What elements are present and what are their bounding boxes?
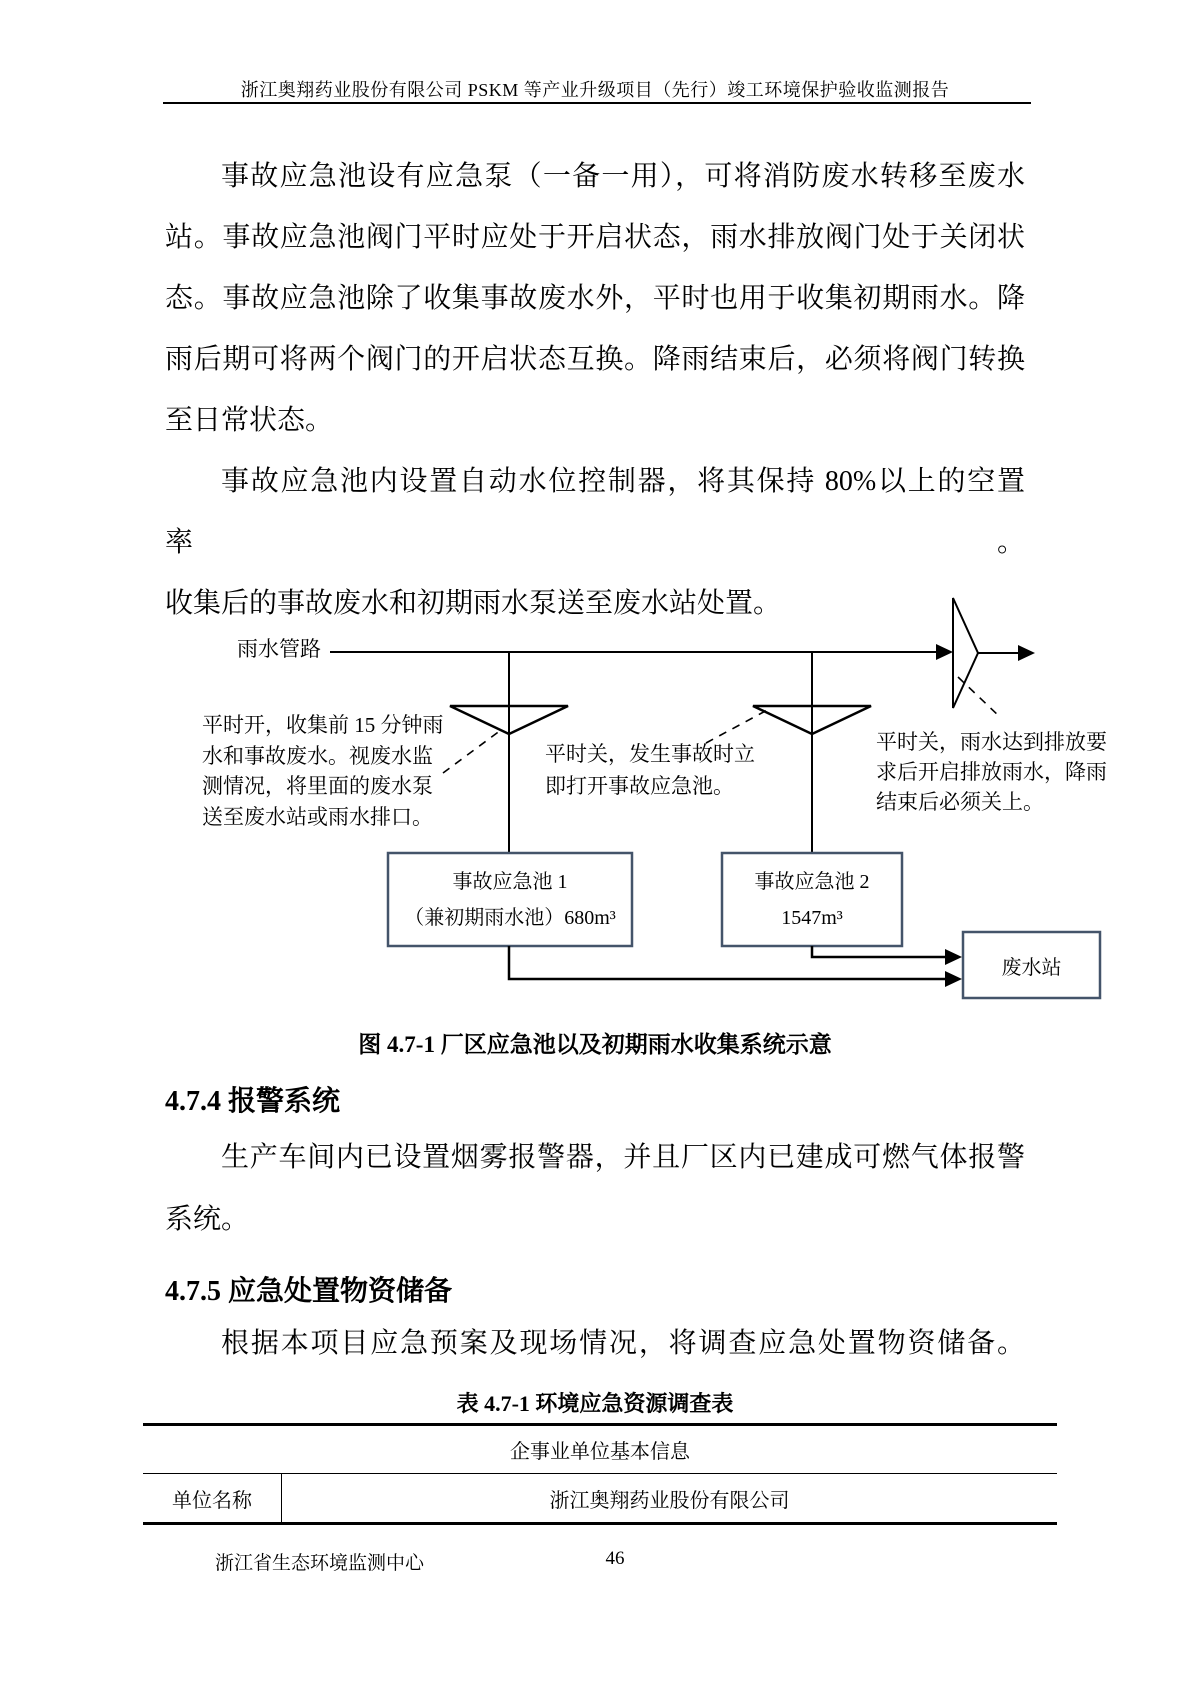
body-line: 收集后的事故废水和初期雨水泵送至废水站处置。	[165, 588, 782, 619]
body-line: 事故应急池设有应急泵（一备一用），可将消防废水转移至废水	[221, 161, 1025, 192]
pool2-volume: 1547m³	[781, 907, 843, 929]
running-header-title: 浙江奥翔药业股份有限公司 PSKM 等产业升级项目（先行）竣工环境保护验收监测报告	[240, 80, 950, 100]
note-valve1	[202, 710, 447, 832]
note-discharge-valve	[876, 727, 1114, 817]
section-heading-4-7-4: 4.7.4 报警系统	[165, 1086, 341, 1117]
pool1-outlet-arrowhead	[945, 971, 962, 987]
body-line: 生产车间内已设置烟雾报警器，并且厂区内已建成可燃气体报警	[221, 1142, 1025, 1173]
outfall-arrowhead	[1018, 645, 1035, 661]
body-line: 至日常状态。	[165, 405, 334, 436]
note-line: 求后开启排放雨水，降雨	[876, 760, 1107, 784]
pool2-label	[722, 864, 902, 936]
body-line: 系统。	[165, 1204, 250, 1235]
wastewater-station-label: 废水站	[1001, 957, 1062, 979]
note-line: 即打开事故应急池。	[545, 773, 734, 798]
pool2-name: 事故应急池 2	[754, 871, 870, 893]
table-row	[143, 1474, 1057, 1522]
section-heading-4-7-5: 4.7.5 应急处置物资储备	[165, 1276, 453, 1307]
pool2-outlet-arrowhead	[945, 949, 962, 965]
body-line: 根据本项目应急预案及现场情况，将调查应急处置物资储备。	[221, 1328, 1025, 1359]
note-line: 平时关，雨水达到排放要	[876, 730, 1107, 754]
table-header-row	[143, 1426, 1057, 1474]
table-cell-value: 浙江奥翔药业股份有限公司	[549, 1489, 790, 1512]
note-valve2	[545, 739, 775, 802]
leader-dashed-2	[706, 708, 771, 743]
pool1-label	[388, 864, 632, 936]
pipe-arrowhead	[936, 644, 953, 660]
leader-dashed-1	[443, 730, 501, 773]
pool1-volume: （兼初期雨水池）680m³	[404, 907, 616, 929]
page-number: 46	[605, 1548, 625, 1569]
note-line: 结束后必须关上。	[876, 790, 1044, 814]
note-line: 平时关，发生事故时立	[545, 742, 755, 766]
table-header-text: 企事业单位基本信息	[510, 1441, 690, 1463]
body-line: 事故应急池内设置自动水位控制器，将其保持 80%以上的空置率。	[165, 466, 1025, 558]
body-line: 站。事故应急池阀门平时应处于开启状态，雨水排放阀门处于关闭状	[165, 222, 1025, 253]
pool2-outlet-line	[812, 946, 946, 957]
note-line: 水和事故废水。视废水监	[202, 743, 433, 768]
page-footer	[0, 1548, 1190, 1574]
header-rule	[163, 102, 1031, 104]
note-line: 测情况，将里面的废水泵	[202, 774, 433, 798]
note-line: 送至废水站或雨水排口。	[202, 804, 433, 829]
pool1-name: 事故应急池 1	[452, 871, 568, 893]
paragraph-block-4	[165, 1313, 1025, 1374]
paragraph-block-3	[165, 1127, 1025, 1251]
body-line: 态。事故应急池除了收集事故废水外，平时也用于收集初期雨水。降	[165, 283, 1025, 314]
pipe-label: 雨水管路	[237, 637, 321, 661]
table-caption: 表 4.7-1 环境应急资源调查表	[456, 1391, 734, 1416]
footer-organization: 浙江省生态环境监测中心	[215, 1553, 425, 1574]
body-line: 雨后期可将两个阀门的开启状态互换。降雨结束后，必须将阀门转换	[165, 344, 1025, 375]
note-line: 平时开，收集前 15 分钟雨	[202, 713, 444, 737]
figure-caption: 图 4.7-1 厂区应急池以及初期雨水收集系统示意	[358, 1032, 832, 1057]
emergency-resource-table	[143, 1423, 1057, 1525]
pool1-outlet-line	[509, 946, 946, 979]
table-cell-label: 单位名称	[143, 1474, 282, 1522]
